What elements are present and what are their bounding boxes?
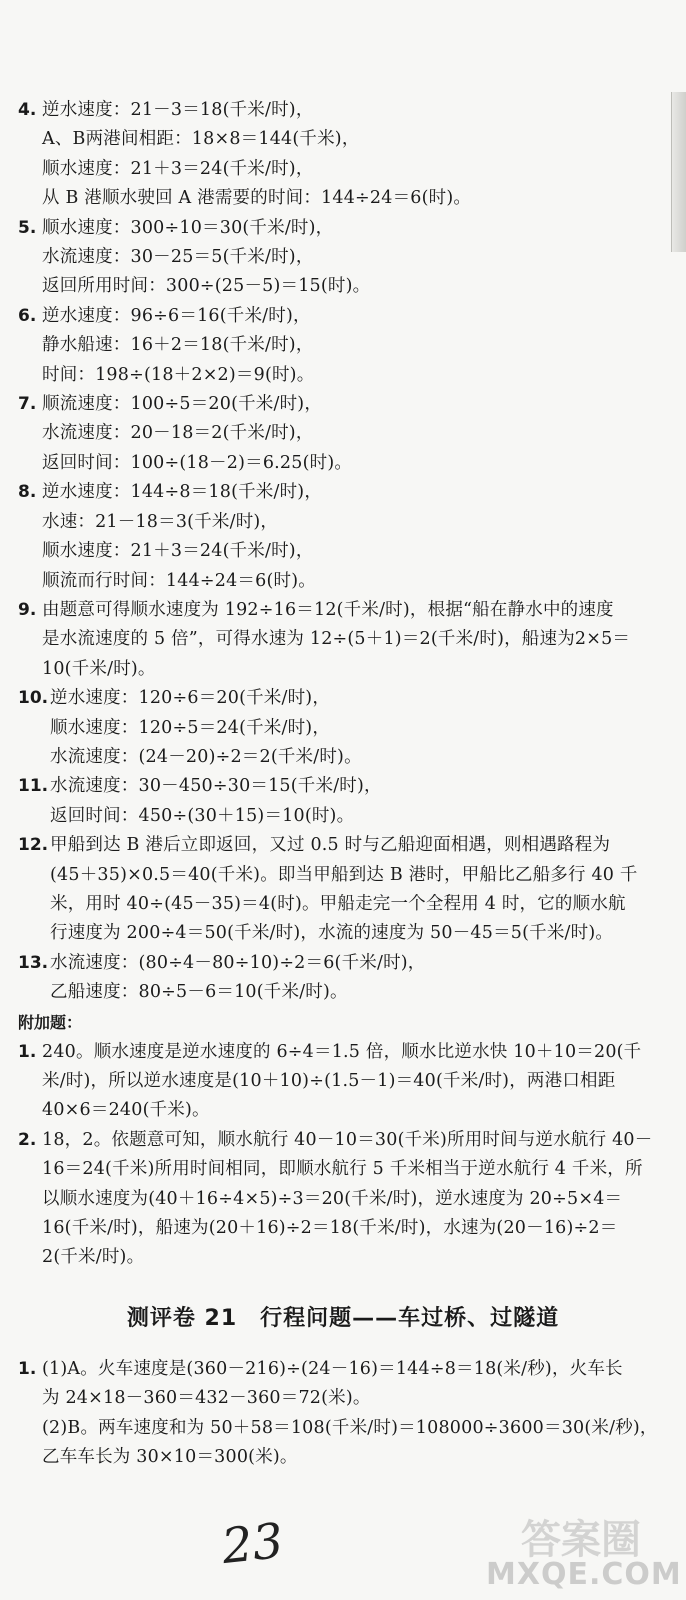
answer-item	[18, 478, 668, 596]
answer-item	[18, 96, 668, 214]
answer-line: 是水流速度的 5 倍”，可得水速为 12÷(5＋1)＝2(千米/时)，船速为2×5＝	[42, 629, 631, 650]
answer-line: A、B两港间相距：18×8＝144(千米)，	[42, 129, 360, 150]
answer-item	[18, 302, 668, 390]
answer-content	[18, 96, 668, 1472]
answer-line: 40×6＝240(千米)。	[42, 1100, 210, 1121]
watermark-logo-mark: 答案圈	[521, 1517, 641, 1563]
page-binding-edge	[671, 92, 686, 252]
answer-item-number: 13.	[18, 952, 49, 973]
answer-line: 返回时间：450÷(30＋15)＝10(时)。	[50, 805, 355, 826]
watermark-site-text: MXQE.COM	[486, 1557, 682, 1592]
answer-item-number: 7.	[18, 394, 37, 415]
answer-line: 顺水速度：120÷5＝24(千米/时)，	[50, 717, 331, 738]
answer-item	[18, 596, 668, 684]
answer-line: 以顺水速度为(40＋16÷4×5)÷3＝20(千米/时)，逆水速度为 20÷5×4＝	[42, 1188, 623, 1209]
answer-line: 米，用时 40÷(45－35)＝4(时)。甲船走完一个全程用 4 时，它的顺水航	[50, 893, 626, 914]
answer-line: 水流速度：(24－20)÷2＝2(千米/时)。	[50, 746, 362, 767]
answer-item-number: 4.	[18, 100, 37, 120]
answer-line: 乙船速度：80÷5－6＝10(千米/时)。	[50, 982, 348, 1003]
answer-item-number: 2.	[18, 1129, 37, 1150]
answer-item	[18, 214, 668, 302]
answer-line: 返回所用时间：300÷(25－5)＝15(时)。	[42, 276, 371, 297]
answer-line: 顺水速度：21＋3＝24(千米/时)，	[42, 541, 314, 562]
answer-line: 逆水速度：21－3＝18(千米/时)，	[42, 100, 314, 120]
answer-line: 16(千米/时)，船速为(20＋16)÷2＝18(千米/时)，水速为(20－16)÷2＝	[42, 1218, 618, 1239]
answer-line: 返回时间：100÷(18－2)＝6.25(时)。	[42, 452, 353, 473]
answer-item	[18, 684, 668, 772]
answer-item	[18, 390, 668, 478]
answer-item-number: 8.	[18, 482, 37, 503]
answer-item-number: 1.	[18, 1358, 37, 1379]
answer-item	[18, 1038, 668, 1126]
chapter-answer-list	[18, 1355, 668, 1473]
answer-item	[18, 1355, 668, 1473]
main-answer-list	[18, 96, 668, 1008]
answer-line: 水速：21－18＝3(千米/时)，	[42, 511, 279, 532]
answer-item-number: 12.	[18, 835, 49, 856]
answer-item-number: 11.	[18, 776, 49, 797]
answer-item-number: 10.	[18, 688, 49, 709]
answer-line: 米/时)，所以逆水速度是(10＋10)÷(1.5－1)＝40(千米/时)，两港口相距	[42, 1071, 616, 1091]
answer-line: 2(千米/时)。	[42, 1247, 145, 1268]
answer-line: 顺流而行时间：144÷24＝6(时)。	[42, 570, 316, 591]
answer-item-number: 1.	[18, 1041, 37, 1062]
answer-line: 甲船到达 B 港后立即返回，又过 0.5 时与乙船迎面相遇，则相遇路程为	[50, 835, 611, 856]
answer-line: 10(千米/时)。	[42, 658, 156, 679]
answer-item	[18, 831, 668, 949]
answer-line: 水流速度：30－25＝5(千米/时)，	[42, 247, 314, 268]
answer-line: 水流速度：(80÷4－80÷10)÷2＝6(千米/时)，	[50, 952, 426, 973]
answer-line: 逆水速度：120÷6＝20(千米/时)，	[50, 688, 331, 709]
answer-line: 行速度为 200÷4＝50(千米/时)，水流的速度为 50－45＝5(千米/时)。	[50, 923, 614, 944]
answer-item	[18, 949, 668, 1008]
extra-section-label: 附加题：	[18, 1012, 83, 1032]
answer-line: 从 B 港顺水驶回 A 港需要的时间：144÷24＝6(时)。	[42, 188, 472, 209]
answer-item-number: 9.	[18, 599, 37, 620]
answer-line: 顺水速度：21＋3＝24(千米/时)，	[42, 158, 314, 179]
chapter-title: 测评卷 21 行程问题——车过桥、过隧道	[126, 1305, 560, 1331]
answer-item	[18, 772, 668, 831]
answer-line: 静水船速：16＋2＝18(千米/时)，	[42, 335, 314, 356]
answer-line: 16＝24(千米)所用时间相同，即顺水航行 5 千米相当于逆水航行 4 千米，所	[42, 1159, 643, 1180]
answer-line: (45＋35)×0.5＝40(千米)。即当甲船到达 B 港时，甲船比乙船多行 40 千	[50, 864, 638, 885]
handwritten-page-number: 23	[219, 1512, 286, 1576]
answer-line: 18，2。依题意可知，顺水航行 40－10＝30(千米)所用时间与逆水航行 40－	[42, 1129, 653, 1150]
watermark-logo	[486, 1508, 682, 1592]
answer-line: 水流速度：30－450÷30＝15(千米/时)，	[50, 776, 382, 797]
answer-line: (1)A。火车速度是(360－216)÷(24－16)＝144÷8＝18(米/秒)，火车长	[42, 1358, 623, 1379]
answer-line: 水流速度：20－18＝2(千米/时)，	[42, 423, 314, 444]
answer-line: (2)B。两车速度和为 50＋58＝108(千米/时)＝108000÷3600＝30(米/秒)，	[42, 1417, 658, 1438]
answer-item-number: 5.	[18, 217, 37, 238]
answer-line: 由题意可得顺水速度为 192÷16＝12(千米/时)，根据“船在静水中的速度	[42, 599, 614, 620]
extra-answer-list	[18, 1038, 668, 1273]
answer-line: 顺流速度：100÷5＝20(千米/时)，	[42, 394, 323, 415]
answer-line: 逆水速度：144÷8＝18(千米/时)，	[42, 482, 323, 503]
answer-line: 逆水速度：96÷6＝16(千米/时)，	[42, 305, 311, 326]
answer-item-number: 6.	[18, 305, 37, 326]
answer-line: 240。顺水速度是逆水速度的 6÷4＝1.5 倍，顺水比逆水快 10＋10＝20(千	[42, 1041, 642, 1062]
answer-line: 乙车车长为 30×10＝300(米)。	[42, 1447, 298, 1468]
answer-line: 时间：198÷(18＋2×2)＝9(时)。	[42, 364, 315, 385]
answer-line: 顺水速度：300÷10＝30(千米/时)，	[42, 217, 334, 238]
answer-line: 为 24×18－360＝432－360＝72(米)。	[42, 1388, 371, 1409]
answer-item	[18, 1126, 668, 1273]
